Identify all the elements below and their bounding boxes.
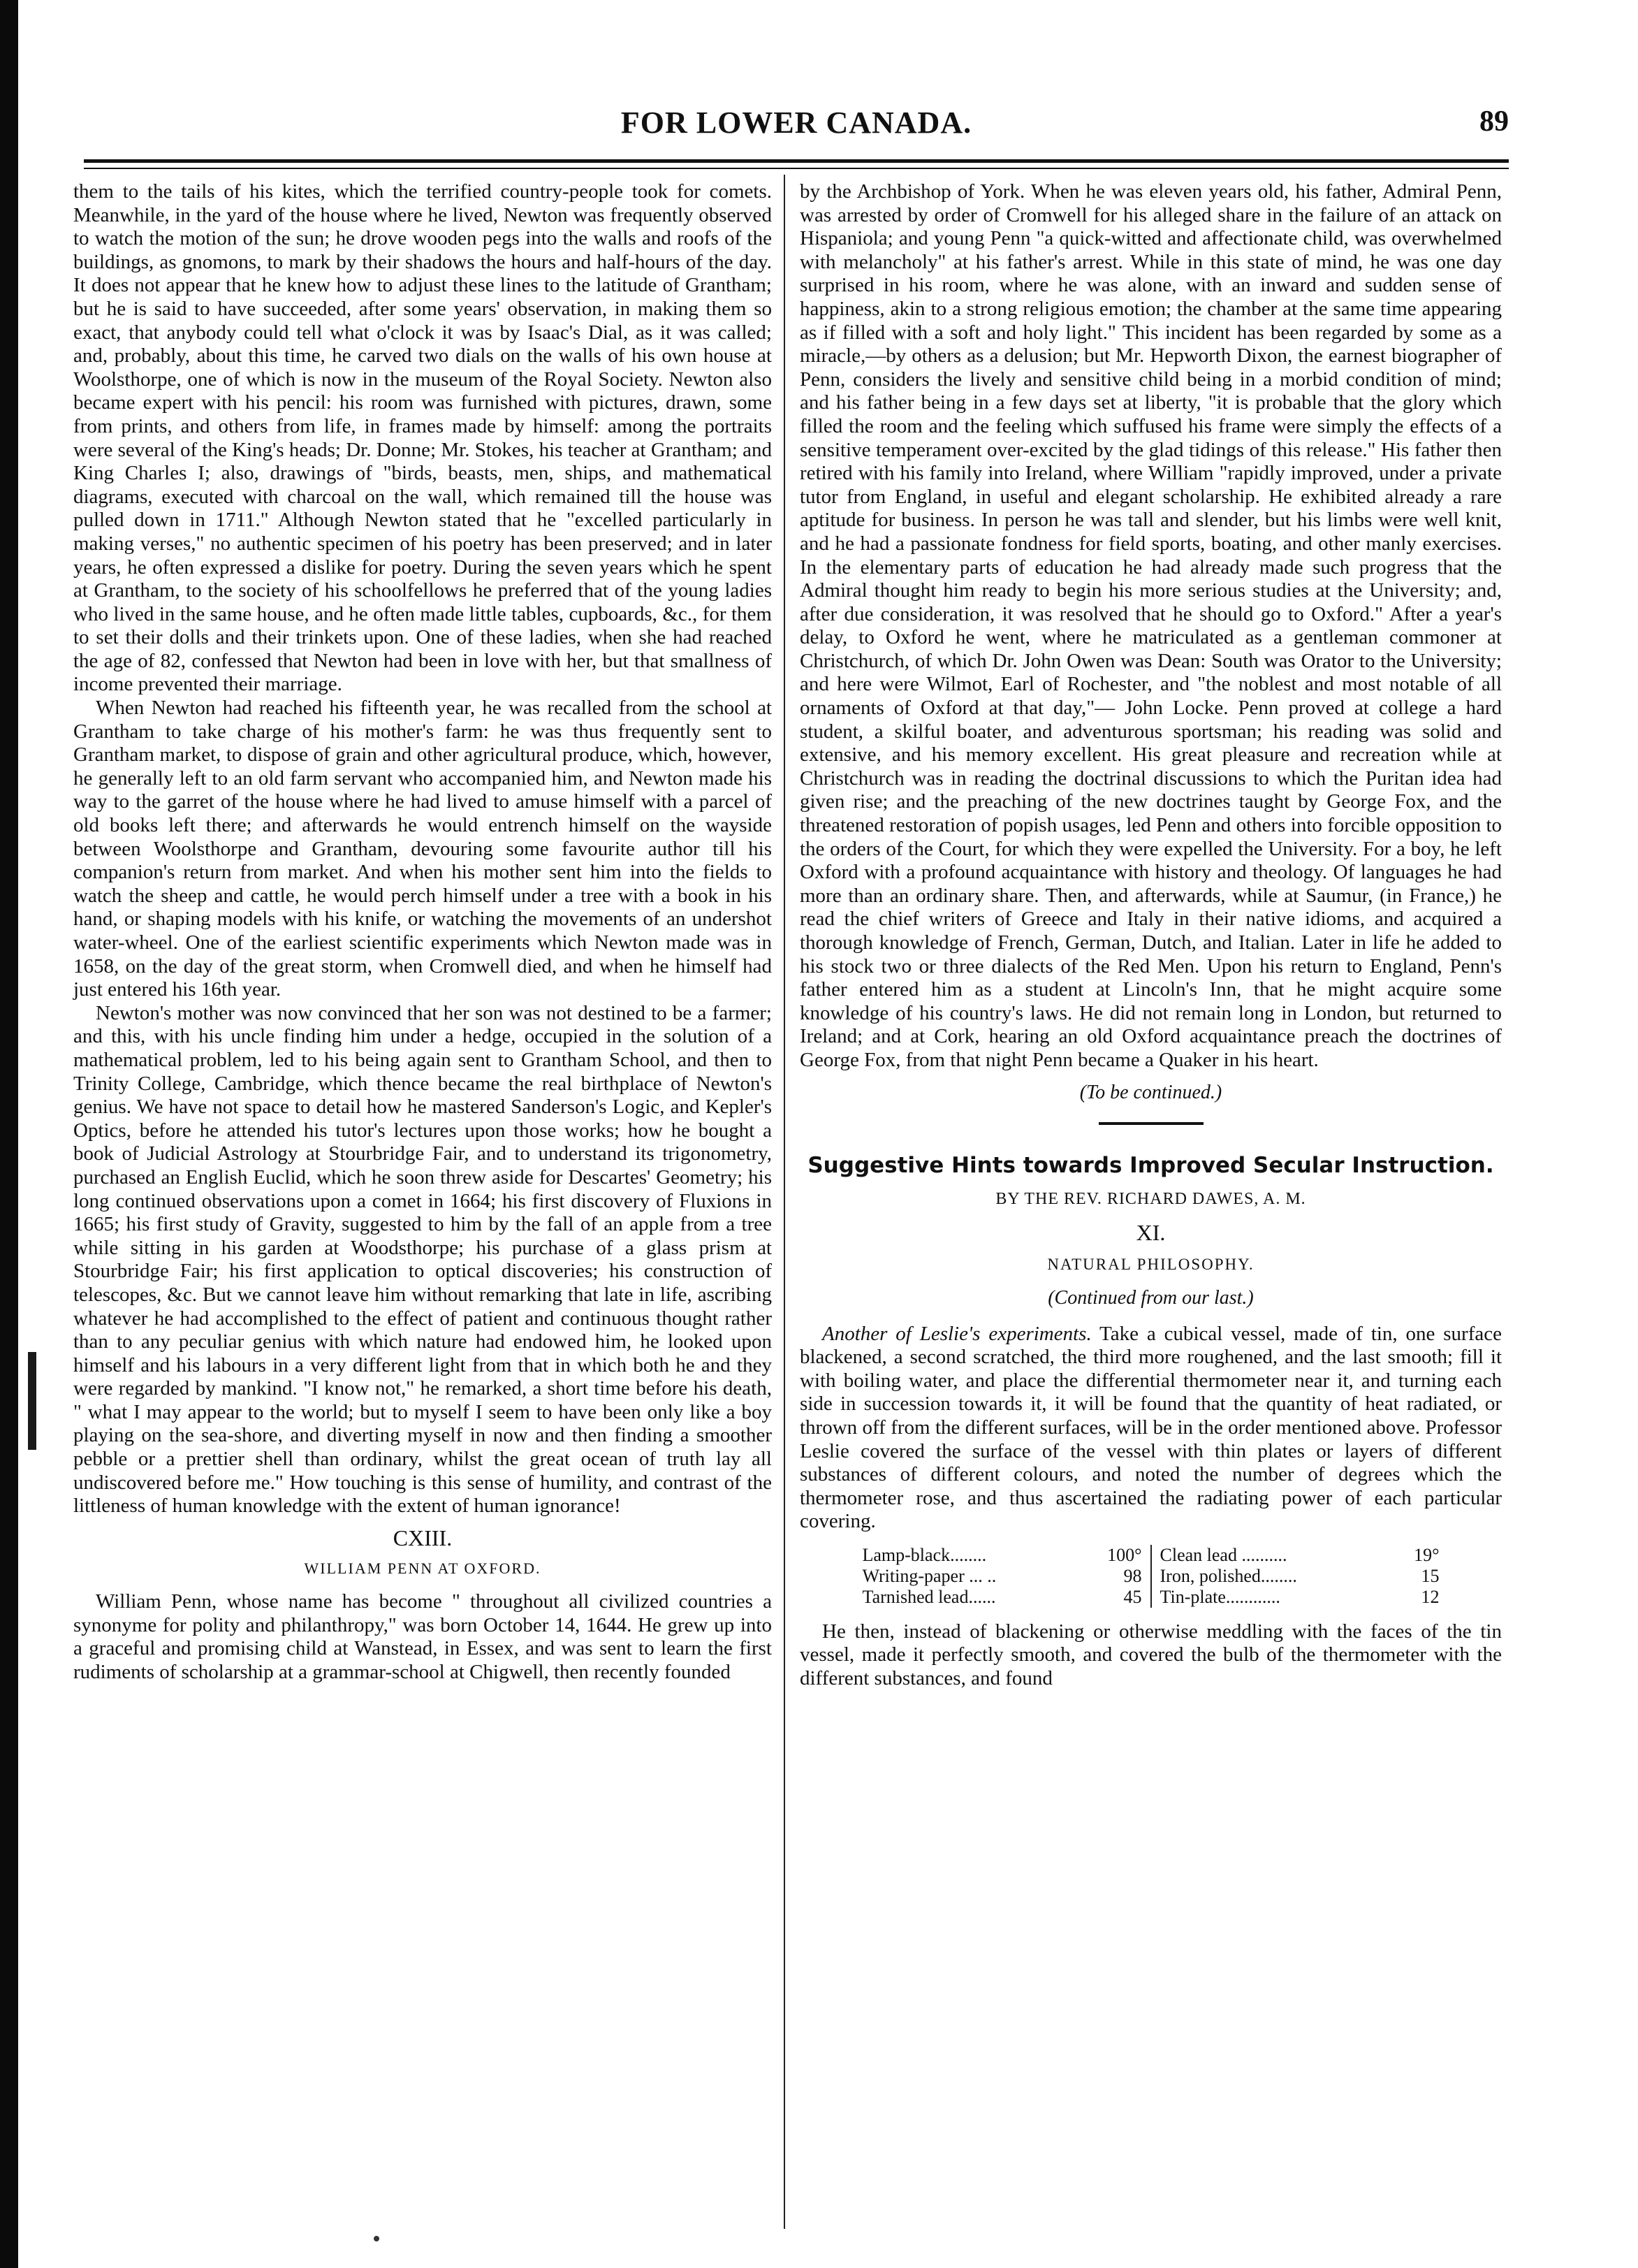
continued-from-note: (Continued from our last.) [1048,1286,1254,1309]
closing-paragraph: He then, instead of blackening or otherwise meddling with the faces of the tin vessel, made it perfectly smooth, and covered the bulb of the thermometer with the different substances, and found [800,1620,1502,1690]
experiment-text: Take a cubical vessel, made of tin, one surface blackened, a second scratched, the third more roughened, and the last smooth; fill it with boiling water, and place the differential thermometer near it, and turning each side in succession towards it, it will be found that the quantity of heat radiated, or thrown off from the different surfaces, will be in the order mentioned above. Professor Leslie covered the surface of the vessel with thin plates or layers of different substances of different colours, and noted the number of degrees which the thermometer rose, and thus ascertained the radiating power of each particular covering. [800,1322,1502,1533]
reading-row [863,1566,1142,1587]
running-title: FOR LOWER CANADA. [620,106,972,140]
newton-paragraph-3: Newton's mother was now convinced that her son was not destined to be a farmer; and this, with his uncle finding him under a hedge, occupied in the solution of a mathematical problem, led to his being again sent to Grantham School, and then to Trinity College, Cambridge, which thence became the real birthplace of Newton's genius. We have not space to detail how he mastered Sanderson's Logic, and Kepler's Optics, before he attended his tutor's lectures upon those works; how he bought a book of Judicial Astrology at Stourbridge Fair, and to understand its trigonometry, purchased an English Euclid, which he soon threw aside for Descartes' Geometry; his long continued observations upon a comet in 1664; his first discovery of Fluxions in 1665; his first study of Gravity, suggested to him by the fall of an apple from a tree while sitting in his garden at Woodsthorpe; his purchase of a glass prism at Stourbridge Fair; his first application to optical discoveries; his construction of telescopes, &c. But we cannot leave him without remarking that late in life, ascribing whatever he had accomplished to the effect of patient and continuous thought rather than to any peculiar genius with which nature had endowed him, he looked upon himself and his labours in a very different light from that in which both he and they were regarded by mankind. "I know not," he remarked, a short time before his death, " what I may appear to the world; but to myself I seem to have been only like a boy playing on the sea-shore, and diverting myself in now and then finding a smoother pebble or a prettier shell than ordinary, whilst the great ocean of truth lay all undiscovered before me." How touching is this sense of humility, and contrast of the littleness of human knowledge with the extent of human ignorance! [73,1001,772,1518]
article-title: Suggestive Hints towards Improved Secular Instruction. [807,1153,1494,1179]
reading-row [1160,1587,1440,1608]
penn-paragraph: William Penn, whose name has become " throughout all civilized countries a synonyme for polity and philanthropy," was born October 14, 1644. He grew up into a graceful and promising child at Wanstead, in Essex, and was sent to learn the first rudiments of scholarship at a grammar-school at Chigwell, then recently founded [73,1590,772,1683]
article-byline: BY THE REV. RICHARD DAWES, A. M. [995,1190,1306,1209]
reading-value: 12 [1421,1586,1440,1607]
subject-heading: NATURAL PHILOSOPHY. [1047,1256,1255,1274]
part-number: XI. [1136,1219,1166,1245]
readings-column-left [854,1545,1150,1608]
right-column [800,180,1502,1691]
reading-label: Clean lead .......... [1160,1544,1287,1565]
reading-label: Lamp-black........ [862,1544,987,1565]
column-divider [784,175,785,2229]
reading-value: 15 [1421,1565,1440,1586]
reading-label: Writing-paper ... .. [862,1565,997,1586]
reading-row [1160,1566,1440,1587]
reading-value: 98 [1123,1565,1142,1586]
print-mark [374,2236,379,2241]
newton-paragraph-1: them to the tails of his kites, which the terrified country-people took for comets. Meanwhile, in the yard of the house where he lived, Newton was frequently observed to watch the motion of the sun; he drove wooden pegs into the walls and roofs of the buildings, as gnomons, to mark by their shadows the hours and half-hours of the day. It does not appear that he knew how to adjust these lines to the latitude of Grantham; but he is said to have succeeded, after some years' observation, in making them so exact, that anybody could tell what o'clock it was by Isaac's Dial, as it was called; and, probably, about this time, he carved two dials on the walls of his own house at Woolsthorpe, one of which is now in the museum of the Royal Society. Newton also became expert with his pencil: his room was furnished with pictures, drawn, some from prints, and others from life, in frames made by himself: among the portraits were several of the King's heads; Dr. Donne; Mr. Stokes, his teacher at Grantham; and King Charles I; also, drawings of "birds, beasts, men, ships, and mathematical diagrams, executed with charcoal on the wall, which remained till the house was pulled down in 1711." Although Newton stated that he "excelled particularly in making verses," no authentic specimen of his poetry has been preserved; and in later years, he often expressed a dislike for poetry. During the seven years which he spent at Grantham, to the society of his schoolfellows he preferred that of the young ladies who lived in the same house, and he often made little tables, cupboards, &c., for them to set their dolls and their trinkets upon. One of these ladies, when she had reached the age of 82, confessed that Newton had been in love with her, but that smallness of income prevented their marriage. [73,180,772,696]
experiment-paragraph [800,1323,1502,1534]
experiment-intro: Another of Leslie's experiments. [822,1322,1092,1345]
left-column [73,180,772,1684]
header-rule [84,159,1509,169]
reading-label: Tarnished lead...... [862,1586,996,1607]
reading-label: Tin-plate............ [1160,1586,1280,1607]
section-separator [1099,1122,1204,1125]
spine-shadow [28,1352,36,1450]
page-header [84,105,1509,147]
reading-value: 19° [1414,1544,1440,1565]
reading-row [863,1545,1142,1566]
page-number: 89 [1479,106,1509,138]
reading-value: 45 [1123,1586,1142,1607]
reading-row [1160,1545,1440,1566]
section-number: CXIII. [393,1525,453,1550]
reading-value: 100° [1107,1544,1142,1565]
readings-column-right [1150,1545,1448,1608]
book-spine-edge [0,0,18,2268]
reading-label: Iron, polished........ [1160,1565,1297,1586]
reading-row [863,1587,1142,1608]
radiation-readings-table [800,1545,1502,1608]
section-title: WILLIAM PENN AT OXFORD. [304,1560,541,1578]
penn-continuation: by the Archbishop of York. When he was eleven years old, his father, Admiral Penn, was arrested by order of Cromwell for his alleged share in the failure of an attack on Hispaniola; and young Penn "a quick-witted and affectionate child, was overwhelmed with melancholy" at his father's arrest. While in this state of mind, he was one day surprised in his room, where he was alone, with an inward and sudden sense of happiness, akin to a strong religious emotion; the chamber at the same time appearing as if filled with a soft and holy light." This incident has been regarded by some as a miracle,—by others as a delusion; but Mr. Hepworth Dixon, the earnest biographer of Penn, considers the lively and sensitive child being in a morbid condition of mind; and his father being in a few days set at liberty, "it is probable that the glory which filled the room and the feeling which suffused his frame were simply the effects of a sensitive temperament over-excited by the glad tidings of this release." His father then retired with his family into Ireland, where William "rapidly improved, under a private tutor from England, in useful and elegant scholarship. He exhibited already a rare aptitude for business. In person he was tall and slender, but his limbs were well knit, and he had a passionate fondness for field sports, boating, and other manly exercises. In the elementary parts of education he had already made such progress that the Admiral thought him ready to begin his more serious studies at the University; and, after due consideration, it was resolved that he should go to Oxford." After a year's delay, to Oxford he went, where he matriculated as a gentleman commoner at Christchurch, of which Dr. John Owen was Dean: South was Orator to the University; and here were Wilmot, Earl of Rochester, and "the noblest and most notable of all ornaments of Oxford at that day,"— John Locke. Penn proved at college a hard student, a skilful boater, and adventurous sportsman; his reading was solid and extensive, and his memory excellent. His great pleasure and recreation while at Christchurch was in reading the doctrinal discussions to which the Puritan idea had given rise; and the preaching of the new doctrines taught by George Fox, and the threatened restoration of popish usages, led Penn and others into forcible opposition to the orders of the Court, for which they were expelled the University. For a boy, he left Oxford with a profound acquaintance with history and theology. Of languages he had more than an ordinary share. Then, and afterwards, while at Saumur, (in France,) he read the chief writers of Greece and Italy in their native idioms, and acquired a thorough knowledge of French, German, Dutch, and Italian. Later in life he added to his stock two or three dialects of the Red Men. Upon his return to England, Penn's father entered him as a student at Lincoln's Inn, that he might acquire some knowledge of his country's laws. He did not remain long in London, but returned to Ireland; and at Cork, hearing an old Oxford acquaintance preach the doctrines of George Fox, from that night Penn became a Quaker in his heart. [800,180,1502,1071]
continued-note: (To be continued.) [1079,1081,1222,1103]
newton-paragraph-2: When Newton had reached his fifteenth year, he was recalled from the school at Grantham to take charge of his mother's farm: he was thus frequently sent to Grantham market, to dispose of grain and other agricultural produce, which, however, he generally left to an old farm servant who accompanied him, and Newton made his way to the garret of the house where he had lived to amuse himself with a parcel of old books left there; and afterwards he would entrench himself on the wayside between Woolsthorpe and Grantham, devouring some favourite author till his companion's return from market. And when his mother sent him into the fields to watch the sheep and cattle, he would perch himself under a tree with a book in his hand, or shaping models with his knife, or watching the movements of an undershot water-wheel. One of the earliest scientific experiments which Newton made was in 1658, on the day of the great storm, when Cromwell died, and when he himself had just entered his 16th year. [73,697,772,1001]
